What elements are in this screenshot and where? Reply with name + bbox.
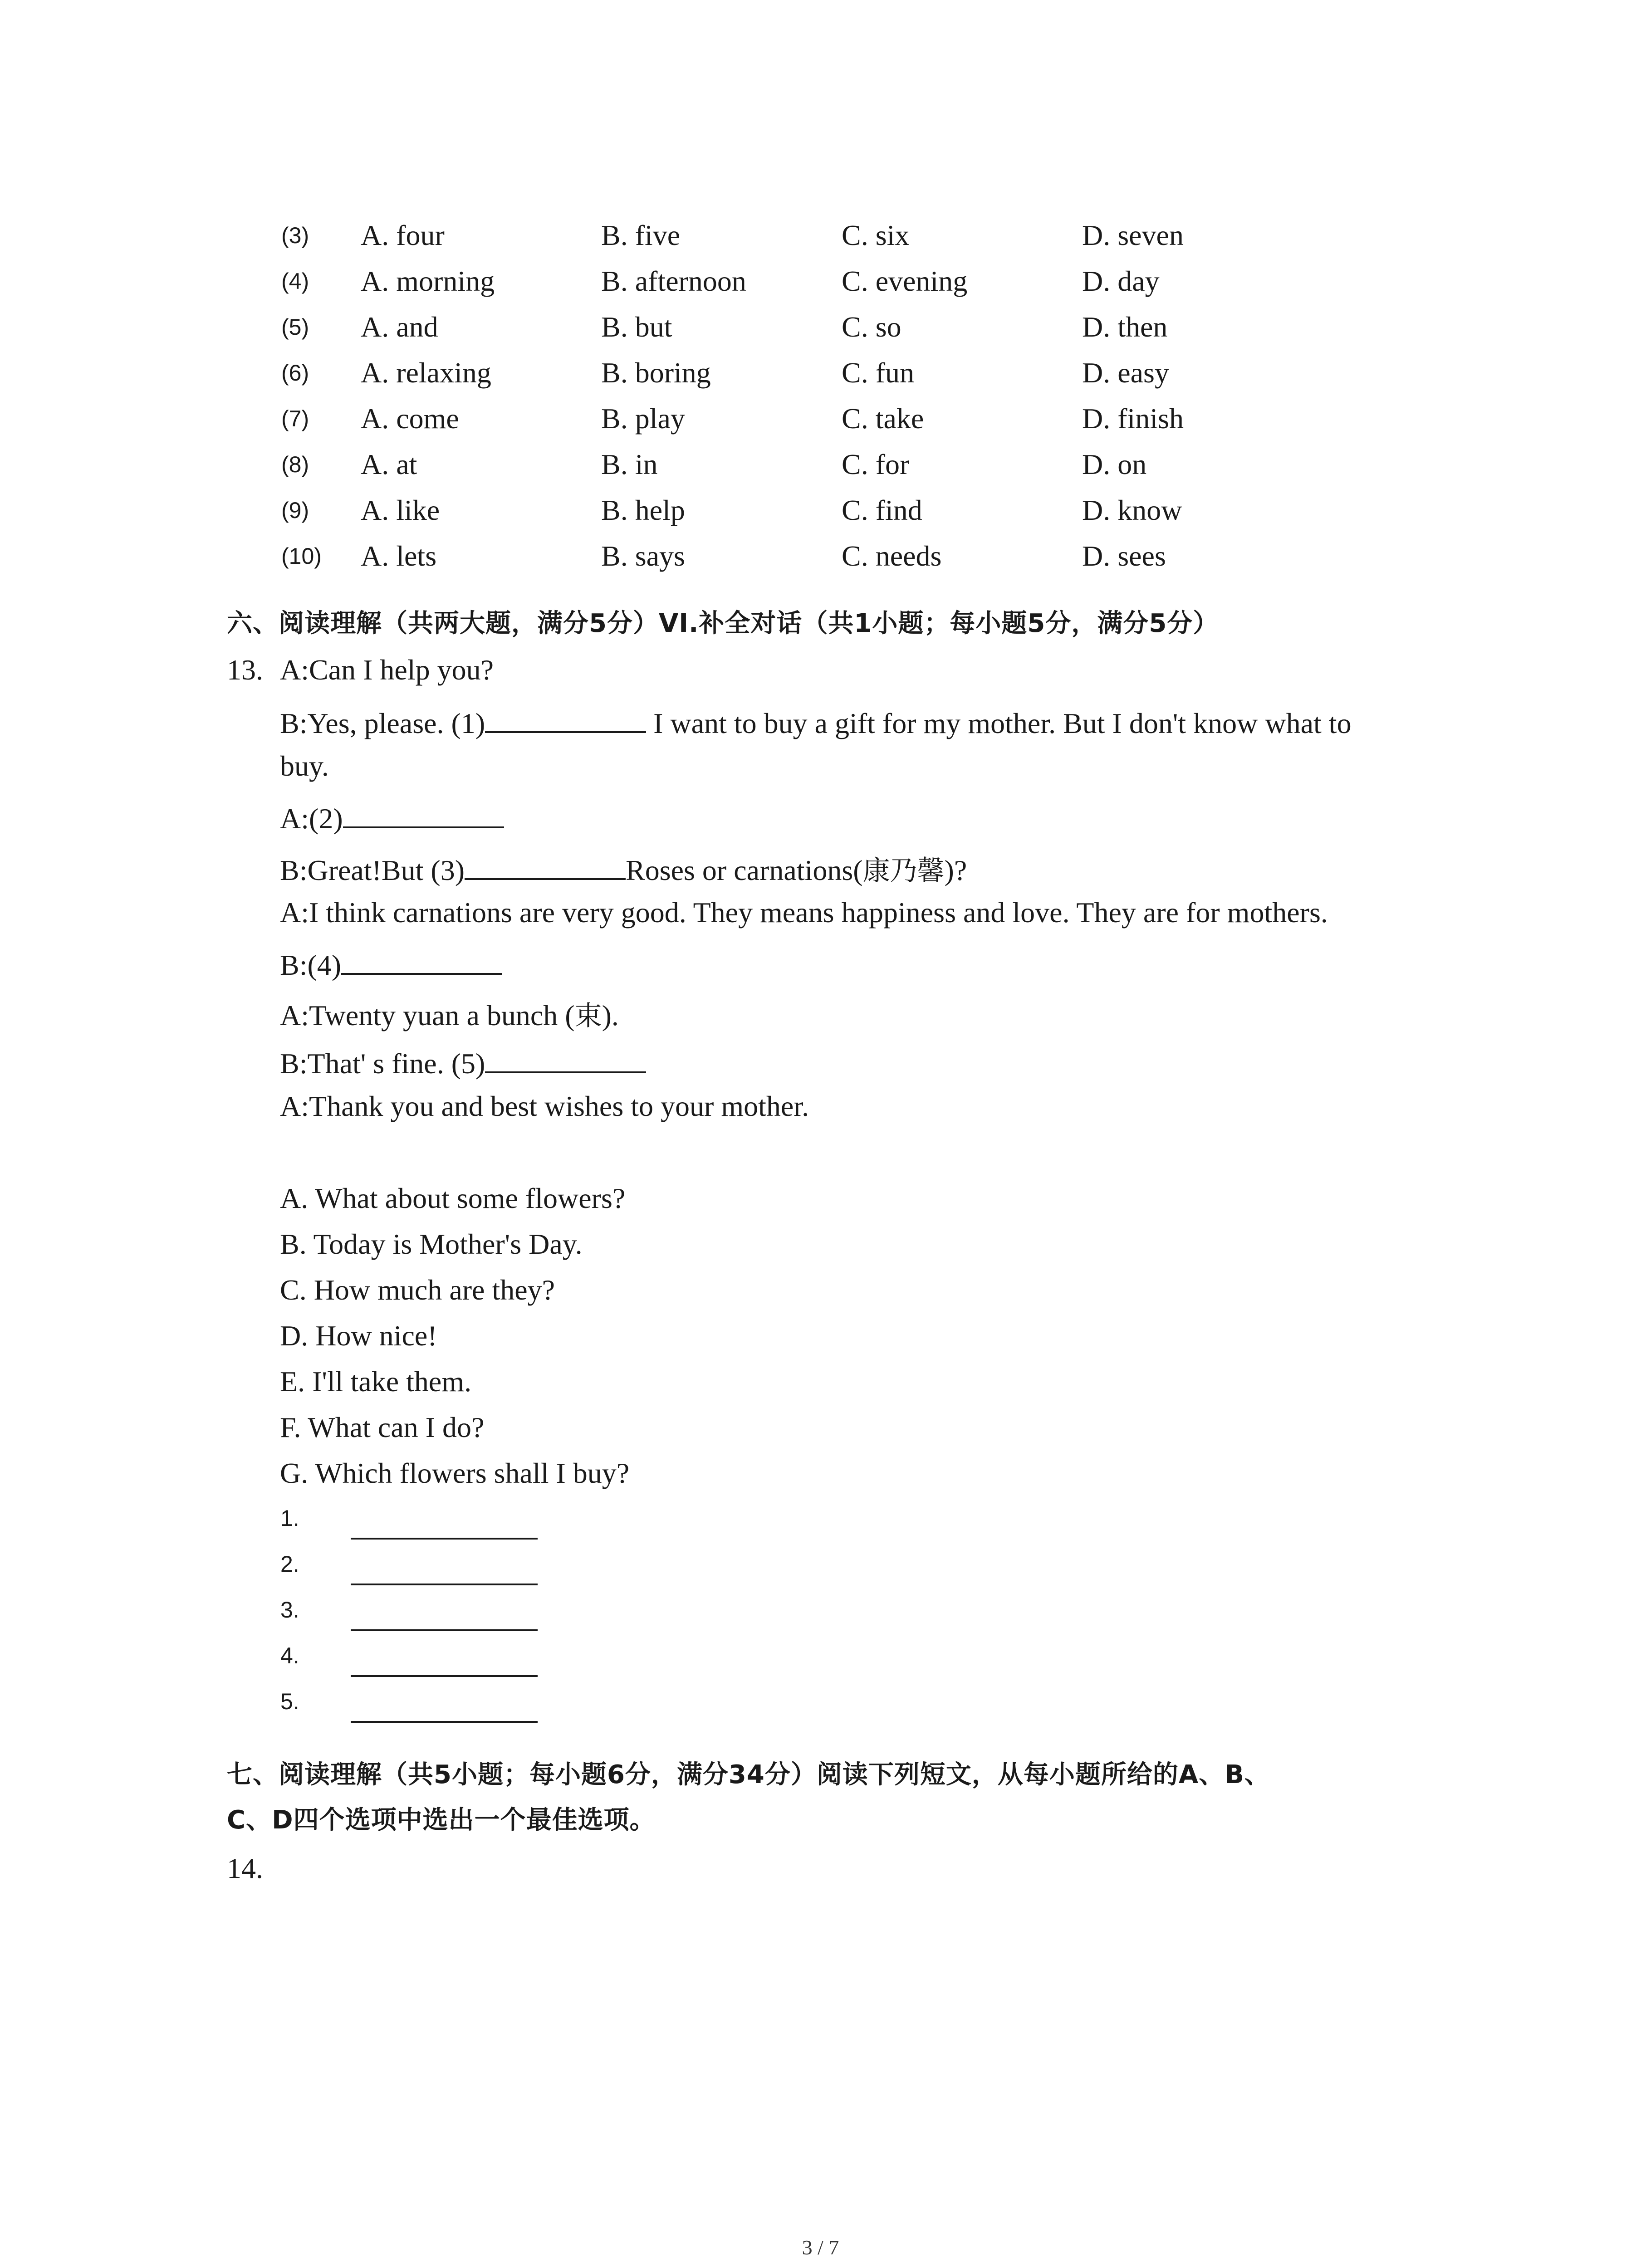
section-7-heading: 七、阅读理解（共5小题；每小题6分，满分34分）阅读下列短文，从每小题所给的A、B、: [227, 1760, 1270, 1789]
option-a: A. at: [361, 448, 417, 480]
answer-number: 3.: [280, 1597, 299, 1623]
option-row: [281, 304, 1323, 350]
option-b: B. five: [601, 219, 681, 251]
option-d: D. on: [1082, 448, 1147, 480]
answer-line[interactable]: [351, 1688, 538, 1723]
dialogue-text: B:(4): [280, 949, 342, 981]
question-number: (7): [281, 406, 309, 431]
option-row: [281, 396, 1323, 441]
option-d: D. sees: [1082, 539, 1166, 572]
chinese-gloss: 束: [574, 1000, 602, 1032]
option-c: C. find: [842, 494, 922, 526]
choice-item: G. Which flowers shall I buy?: [280, 1457, 630, 1489]
choice-item: F. What can I do?: [280, 1411, 485, 1443]
option-b: B. afternoon: [601, 264, 746, 297]
option-c: C. so: [842, 310, 901, 343]
answer-row: [280, 1551, 538, 1585]
option-row: [281, 533, 1323, 579]
question-number: (4): [281, 268, 309, 294]
dialogue-text: B:Yes, please. (1): [280, 707, 485, 739]
option-a: A. like: [361, 494, 440, 526]
question-number: (9): [281, 497, 309, 523]
option-d: D. day: [1082, 264, 1160, 297]
answer-number: 2.: [280, 1551, 299, 1577]
answer-line[interactable]: [351, 1597, 538, 1631]
option-a: A. lets: [361, 539, 437, 572]
option-a: A. and: [361, 310, 438, 343]
dialogue-line-8: [280, 1044, 646, 1080]
answer-number: 5.: [280, 1689, 299, 1714]
option-b: B. says: [601, 539, 685, 572]
answer-line[interactable]: [351, 1642, 538, 1677]
option-a: A. come: [361, 402, 459, 435]
dialogue-line-4: [280, 849, 967, 888]
option-c: C. take: [842, 402, 924, 435]
answer-blank-1[interactable]: [485, 704, 646, 733]
question-number: (6): [281, 360, 309, 386]
option-c: C. evening: [842, 264, 968, 297]
option-c: C. for: [842, 448, 910, 480]
option-d: D. then: [1082, 310, 1168, 343]
option-b: B. but: [601, 310, 672, 343]
answer-blank-2[interactable]: [343, 799, 504, 828]
dialogue-text: B:That' s fine. (5): [280, 1047, 485, 1080]
question-number: (5): [281, 314, 309, 340]
dialogue-text: )?: [944, 854, 967, 886]
answer-line[interactable]: [351, 1551, 538, 1585]
answer-number: 1.: [280, 1505, 299, 1531]
answer-blank-3[interactable]: [465, 851, 626, 880]
dialogue-line-9: A:Thank you and best wishes to your mother.: [280, 1090, 809, 1122]
choice-item: D. How nice!: [280, 1320, 437, 1352]
option-d: D. seven: [1082, 219, 1184, 251]
section-7-heading-cont: C、D四个选项中选出一个最佳选项。: [227, 1805, 656, 1835]
question-13-number: 13.: [227, 654, 263, 686]
option-b: B. boring: [601, 356, 711, 389]
answer-number: 4.: [280, 1643, 299, 1668]
option-d: D. know: [1082, 494, 1182, 526]
option-b: B. in: [601, 448, 658, 480]
option-c: C. needs: [842, 539, 942, 572]
dialogue-text: A:Twenty yuan a bunch (: [280, 999, 575, 1031]
option-a: A. morning: [361, 264, 495, 297]
dialogue-line-2: [280, 704, 1352, 740]
choice-item: C. How much are they?: [280, 1274, 555, 1306]
option-b: B. help: [601, 494, 685, 526]
dialogue-line-3: [280, 799, 504, 836]
choice-item: A. What about some flowers?: [280, 1182, 626, 1214]
dialogue-text: Roses or carnations(: [626, 854, 863, 886]
dialogue-text: I want to buy a gift for my mother. But I don't know what to: [646, 707, 1352, 739]
dialogue-line-7: [280, 994, 619, 1033]
question-number: (10): [281, 543, 322, 569]
answer-blank-5[interactable]: [485, 1044, 646, 1073]
dialogue-text: A:(2): [280, 802, 343, 835]
dialogue-text: B:Great!But (3): [280, 854, 465, 886]
question-number: (3): [281, 222, 309, 248]
option-c: C. six: [842, 219, 910, 251]
dialogue-text: ).: [602, 999, 619, 1031]
dialogue-line-6: [280, 946, 502, 982]
option-a: A. four: [361, 219, 445, 251]
dialogue-line-5: A:I think carnations are very good. They means happiness and love. They are for mothers.: [280, 896, 1328, 929]
dialogue-line-1: A:Can I help you?: [280, 654, 494, 686]
option-row: [281, 212, 1323, 258]
question-number: (8): [281, 451, 309, 477]
choice-item: B. Today is Mother's Day.: [280, 1228, 583, 1260]
options-table: [281, 212, 1323, 579]
answer-line[interactable]: [351, 1505, 538, 1540]
option-row: [281, 258, 1323, 304]
dialogue-line-2-cont: buy.: [280, 750, 329, 782]
option-d: D. finish: [1082, 402, 1184, 435]
answer-row: [280, 1688, 538, 1723]
chinese-gloss: 康乃馨: [862, 855, 945, 887]
answer-row: [280, 1642, 538, 1677]
option-a: A. relaxing: [361, 356, 491, 389]
option-b: B. play: [601, 402, 685, 435]
section-6-heading: 六、阅读理解（共两大题，满分5分）VI.补全对话（共1小题；每小题5分，满分5分）: [227, 609, 1219, 638]
option-d: D. easy: [1082, 356, 1169, 389]
option-row: [281, 441, 1323, 487]
choice-item: E. I'll take them.: [280, 1365, 472, 1398]
page-number: 3 / 7: [802, 2236, 839, 2259]
answer-row: [280, 1597, 538, 1631]
option-row: [281, 350, 1323, 396]
question-14-number: 14.: [227, 1852, 263, 1884]
answer-blank-4[interactable]: [341, 946, 502, 975]
option-c: C. fun: [842, 356, 914, 389]
option-row: [281, 487, 1323, 533]
answer-row: [280, 1505, 538, 1540]
